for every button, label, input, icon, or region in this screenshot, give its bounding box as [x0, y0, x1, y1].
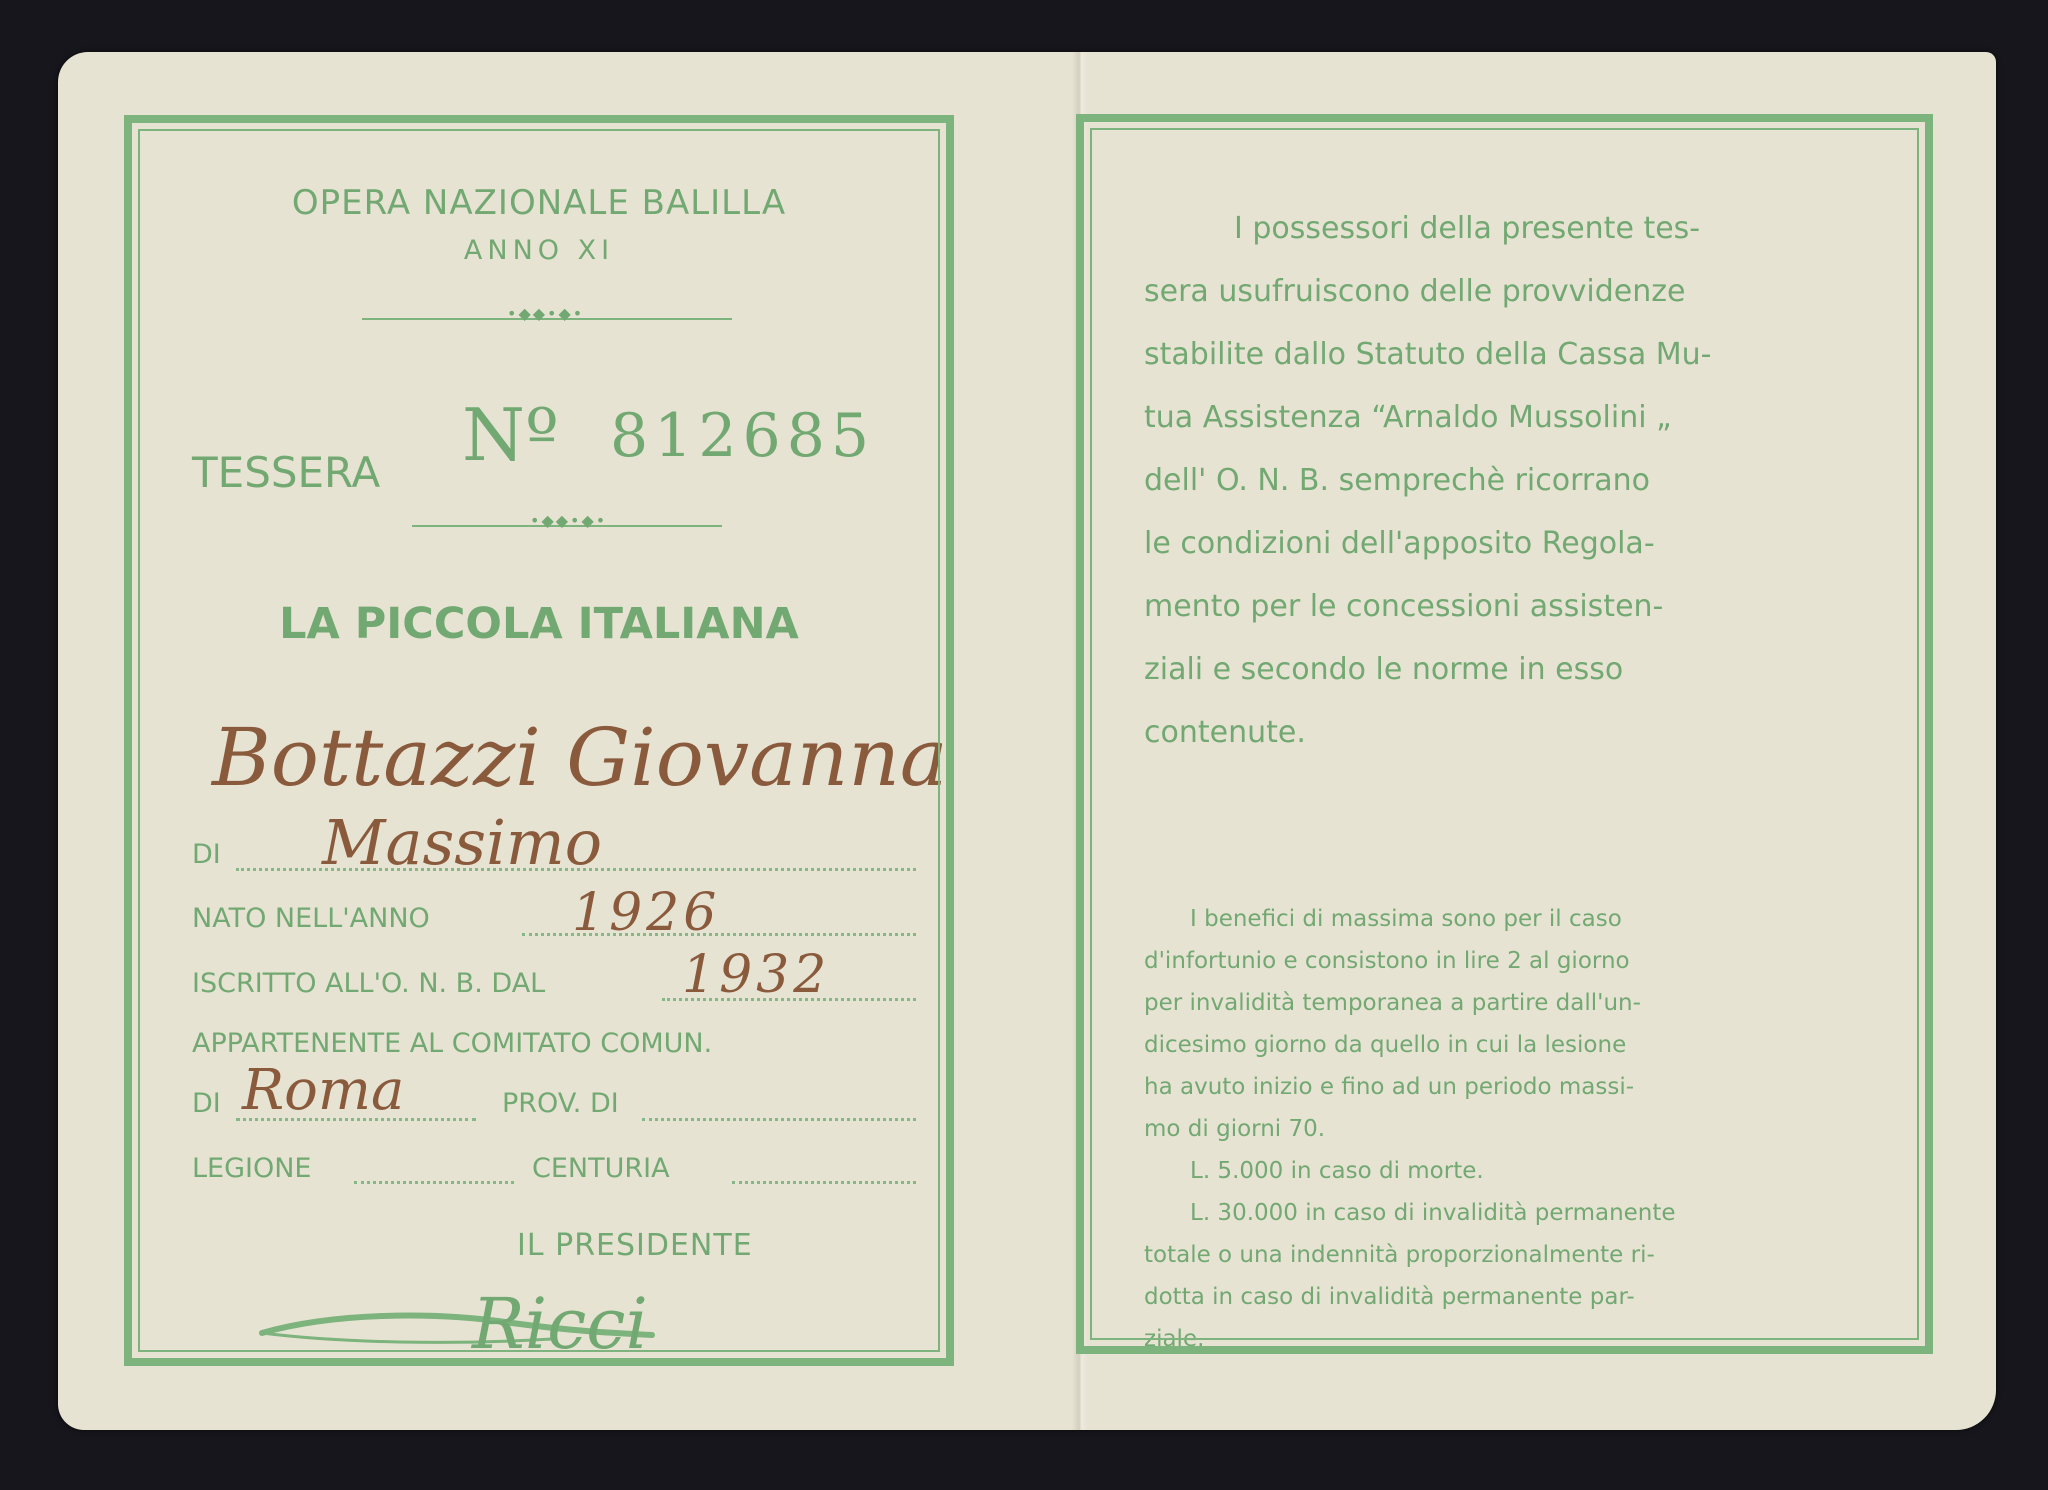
prov-label: PROV. DI — [502, 1088, 619, 1119]
di-dots — [236, 868, 916, 871]
para2-line: ziale. — [1144, 1326, 1205, 1352]
para1-line: I possessori della presente tes- — [1234, 211, 1701, 246]
presidente-label: IL PRESIDENTE — [517, 1228, 753, 1263]
statute-paragraph — [1144, 197, 1884, 764]
signature-text: Ricci — [472, 1283, 648, 1365]
membership-card — [58, 52, 1996, 1430]
category-title: LA PICCOLA ITALIANA — [279, 599, 799, 649]
father-name: Massimo — [322, 806, 603, 879]
para2-line: dotta in caso di invalidità permanente par- — [1144, 1284, 1635, 1310]
benefits-paragraph — [1144, 898, 1884, 1360]
comune-dots — [236, 1118, 476, 1121]
appartenente-label: APPARTENENTE AL COMITATO COMUN. — [192, 1028, 713, 1059]
left-panel: OPERA NAZIONALE BALILLA ANNO XI •◆◆•◆• TESSERA Nº 812685 •◆◆•◆• LA PICCOLA ITALIANA Bottazzi Giovanna DI Massimo NATO NELL'ANNO 1926 ISCRITTO ALL'O. N. B. DAL 1932 APPARTENENTE AL COMITATO COMUN. DI Roma PROV. DI LEGIONE CENTURIA IL PRESIDENTE Ricci — [124, 115, 954, 1366]
iscritto-label: ISCRITTO ALL'O. N. B. DAL — [192, 968, 546, 999]
iscritto-dots — [662, 998, 916, 1001]
para2-line: d'infortunio e consistono in lire 2 al giorno — [1144, 948, 1630, 974]
enrollment-year: 1932 — [682, 945, 831, 1005]
para1-line: stabilite dallo Statuto della Cassa Mu- — [1144, 337, 1712, 372]
para1-line: sera usufruiscono delle provvidenze — [1144, 274, 1686, 309]
nato-dots — [522, 933, 916, 936]
di-label: DI — [192, 839, 221, 870]
org-title: OPERA NAZIONALE BALILLA — [291, 183, 787, 223]
nato-label: NATO NELL'ANNO — [192, 903, 430, 934]
para2-line: per invalidità temporanea a partire dall'un- — [1144, 990, 1641, 1016]
para2-line: totale o una indennità proporzionalmente ri- — [1144, 1242, 1655, 1268]
para2-line: I benefici di massima sono per il caso — [1190, 906, 1622, 932]
para1-line: le condizioni dell'apposito Regola- — [1144, 526, 1655, 561]
para1-line: mento per le concessioni assisten- — [1144, 589, 1664, 624]
para1-line: contenute. — [1144, 715, 1306, 750]
prov-dots — [642, 1118, 916, 1121]
comune-value: Roma — [242, 1058, 405, 1123]
di2-label: DI — [192, 1088, 221, 1119]
tessera-label: TESSERA — [192, 448, 381, 497]
para2-line: ha avuto inizio e fino ad un periodo massi- — [1144, 1074, 1635, 1100]
para2-line: mo di giorni 70. — [1144, 1116, 1326, 1142]
centuria-dots — [732, 1181, 916, 1184]
card-number: 812685 — [610, 401, 876, 471]
para1-line: ziali e secondo le norme in esso — [1144, 652, 1624, 687]
right-panel — [1076, 114, 1933, 1354]
para1-line: tua Assistenza “Arnaldo Mussolini „ — [1144, 400, 1672, 435]
numero-label: Nº — [462, 393, 559, 477]
president-signature — [252, 1283, 852, 1363]
para2-line: L. 5.000 in caso di morte. — [1190, 1158, 1484, 1184]
para1-line: dell' O. N. B. semprechè ricorrano — [1144, 463, 1650, 498]
legione-dots — [354, 1181, 514, 1184]
legione-label: LEGIONE — [192, 1153, 312, 1184]
member-name: Bottazzi Giovanna — [212, 711, 948, 804]
birth-year: 1926 — [572, 883, 721, 943]
para2-line: L. 30.000 in caso di invalidità permanente — [1190, 1200, 1676, 1226]
anno-label: ANNO XI — [463, 235, 615, 266]
para2-line: dicesimo giorno da quello in cui la lesione — [1144, 1032, 1627, 1058]
centuria-label: CENTURIA — [532, 1153, 670, 1184]
